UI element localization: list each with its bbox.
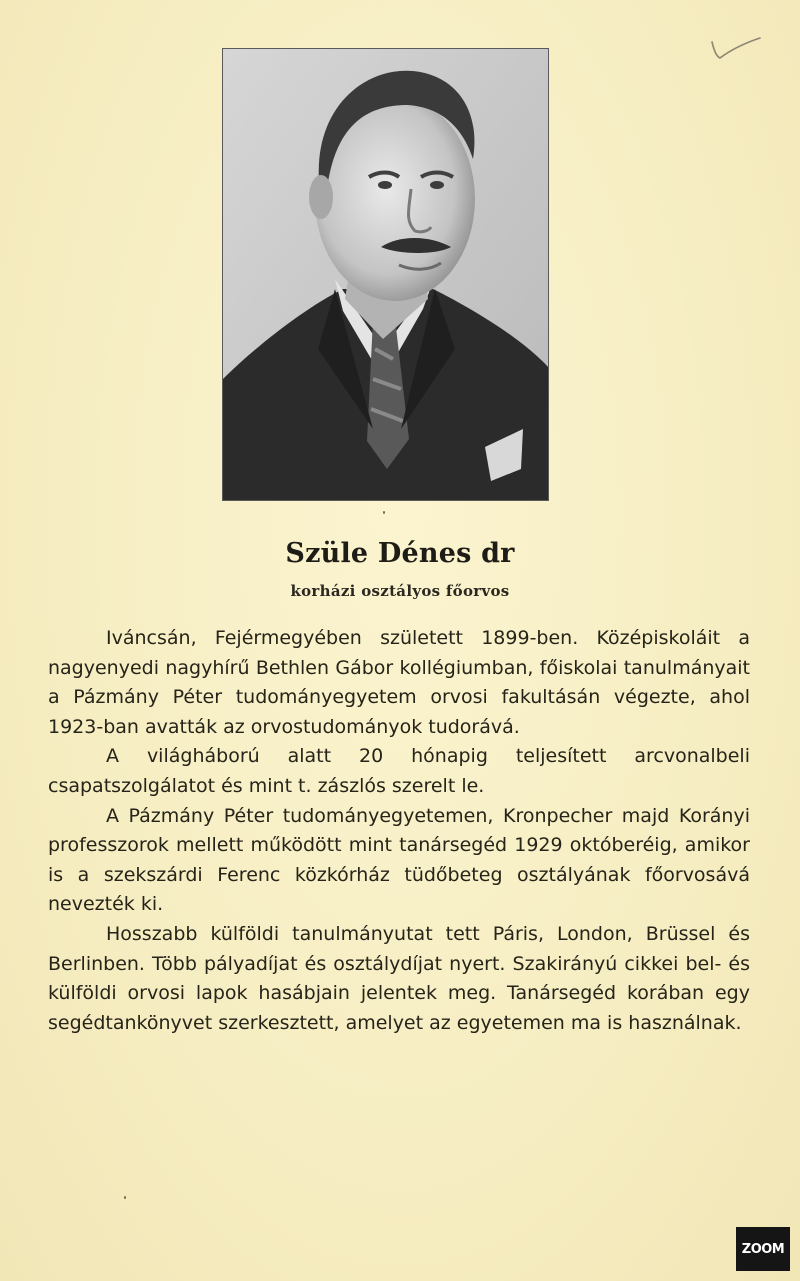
paper-speck: [124, 1196, 126, 1199]
biography-paragraph: Hosszabb külföldi tanulmányutat tett Páris, London, Brüssel és Berlinben. Több pályadíjat és osztálydíjat nyert. Szakirányú cikkei bel- és külföldi orvosi lapok hasábjain jelentek meg. Tanársegéd korában egy segédtankönyvet szerkesztett, amelyet az egyetemen ma is használnak.: [48, 922, 750, 1034]
biography-paragraph: A Pázmány Péter tudományegyetemen, Kronpecher majd Korányi professzorok mellett működött mint tanársegéd 1929 októberéig, amikor is a szekszárdi Ferenc közkórház tüdőbeteg osztályának főorvosává nevezték ki.: [48, 804, 750, 916]
paper-speck: [383, 511, 385, 514]
portrait-photo: [222, 48, 549, 501]
biography-text: [48, 624, 750, 1038]
zoom-logo: ZOOM: [736, 1227, 790, 1271]
pencil-check-mark: [706, 34, 762, 64]
person-title: korházi osztályos főorvos: [290, 582, 510, 600]
biography-paragraph: Iváncsán, Fejérmegyében született 1899-ben. Középiskoláit a nagyenyedi nagyhírű Bethlen Gábor kollégiumban, főiskolai tanulmányait a Pázmány Péter tudományegyetem orvosi fakultásán végezte, ahol 1923-ban avatták az orvostudományok tudorává.: [48, 627, 750, 738]
person-name: Szüle Dénes dr: [285, 538, 515, 569]
biography-paragraph: A világháború alatt 20 hónapig teljesített arcvonalbeli csapatszolgálatot és mint t. zászlós szerelt le.: [48, 745, 750, 797]
